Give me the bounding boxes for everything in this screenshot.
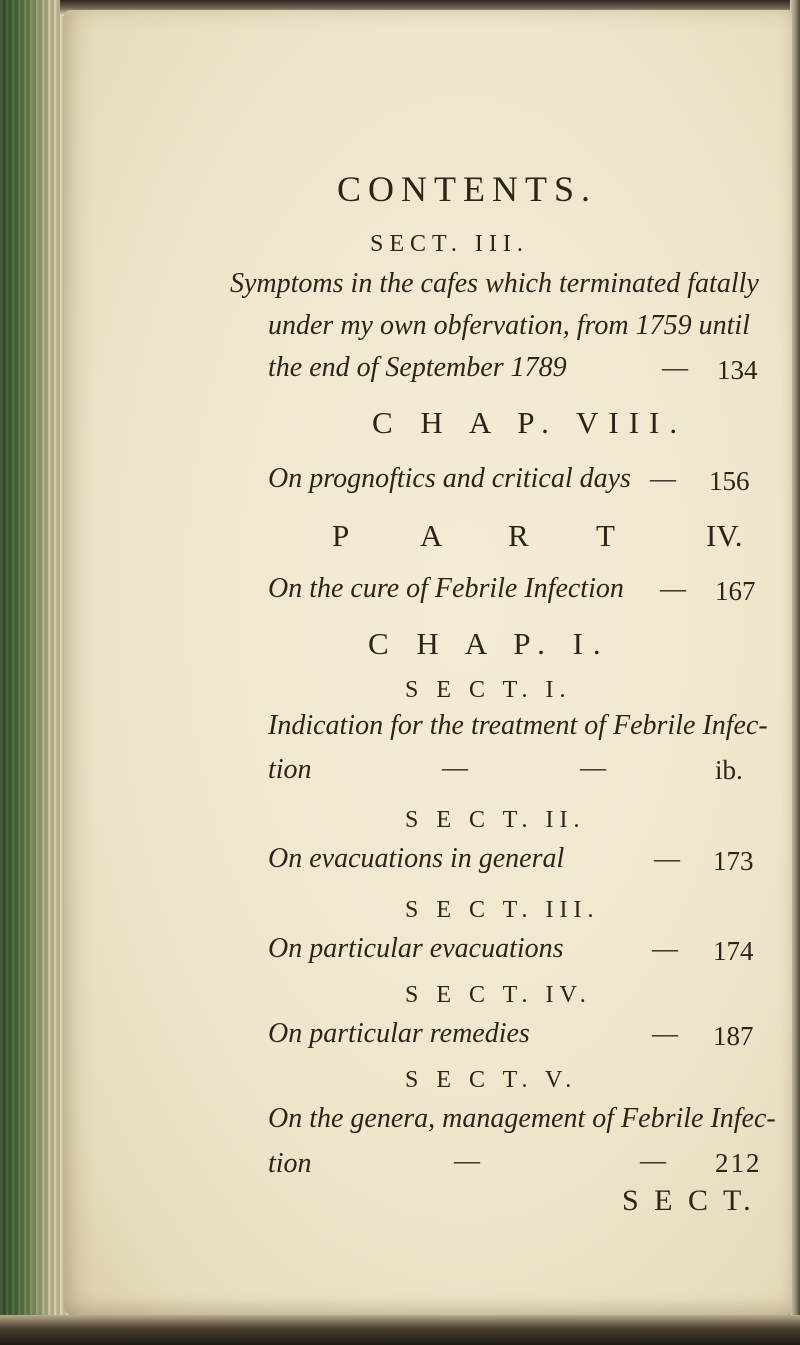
evacuations-general-page-number: 173: [713, 846, 754, 876]
symptoms-entry-line3: the end of September 1789: [268, 352, 567, 383]
particular-remedies-page-number: 187: [713, 1021, 754, 1051]
particular-evacuations-entry: On particular evacuations: [268, 933, 564, 964]
chap-viii-heading: C H A P. VIII.: [372, 405, 688, 440]
symptoms-entry-line2: under my own obfervation, from 1759 until: [268, 310, 750, 341]
chap-i-heading: C H A P. I.: [368, 626, 611, 661]
particular-remedies-entry: On particular remedies: [268, 1018, 530, 1049]
general-management-entry-line2: tion: [268, 1148, 312, 1179]
symptoms-entry-line1: Symptoms in the cafes which terminated fatally: [230, 268, 759, 299]
part-number: IV.: [706, 518, 743, 553]
particular-evacuations-dash: —: [652, 934, 678, 963]
sect-i-heading: S E C T. I.: [405, 677, 572, 703]
general-management-dash-2: —: [640, 1146, 666, 1175]
particular-remedies-dash: —: [652, 1019, 678, 1048]
part-letter-a: A: [420, 518, 443, 553]
prognostics-entry: On prognoftics and critical days: [268, 463, 631, 494]
sect-iii-heading: SECT. III.: [370, 231, 529, 257]
sect-ii-heading: S E C T. II.: [405, 807, 586, 833]
part-letter-p: P: [332, 518, 350, 553]
bottom-page-edge: [0, 1315, 800, 1345]
general-management-entry-line1: On the genera, management of Febrile Infec-: [268, 1103, 776, 1134]
general-management-page-number: 212: [715, 1148, 762, 1178]
indication-dash-2: —: [580, 753, 606, 782]
sect-iv-heading: S E C T. IV.: [405, 982, 592, 1008]
indication-entry-line2: tion: [268, 754, 312, 785]
symptoms-dash: —: [662, 353, 688, 382]
evacuations-general-dash: —: [654, 844, 680, 873]
part-iv-heading: [332, 520, 742, 551]
cure-dash: —: [660, 574, 686, 603]
part-letter-r: R: [508, 518, 529, 553]
indication-entry-line1: Indication for the treatment of Febrile Infec-: [268, 710, 768, 741]
symptoms-page-number: 134: [717, 355, 758, 385]
catchword: S E C T.: [622, 1184, 755, 1217]
general-management-dash-1: —: [454, 1146, 480, 1175]
prognostics-page-number: 156: [709, 466, 750, 496]
indication-dash-1: —: [442, 753, 468, 782]
sect-iii-second-heading: S E C T. III.: [405, 897, 600, 923]
indication-page-number: ib.: [715, 755, 743, 785]
particular-evacuations-page-number: 174: [713, 936, 754, 966]
sect-v-heading: S E C T. V.: [405, 1067, 578, 1093]
part-letter-t: T: [596, 518, 615, 553]
contents-heading: CONTENTS.: [337, 169, 597, 209]
prognostics-dash: —: [650, 464, 676, 493]
cure-page-number: 167: [715, 576, 756, 606]
cure-entry: On the cure of Febrile Infection: [268, 573, 624, 604]
evacuations-general-entry: On evacuations in general: [268, 843, 565, 874]
